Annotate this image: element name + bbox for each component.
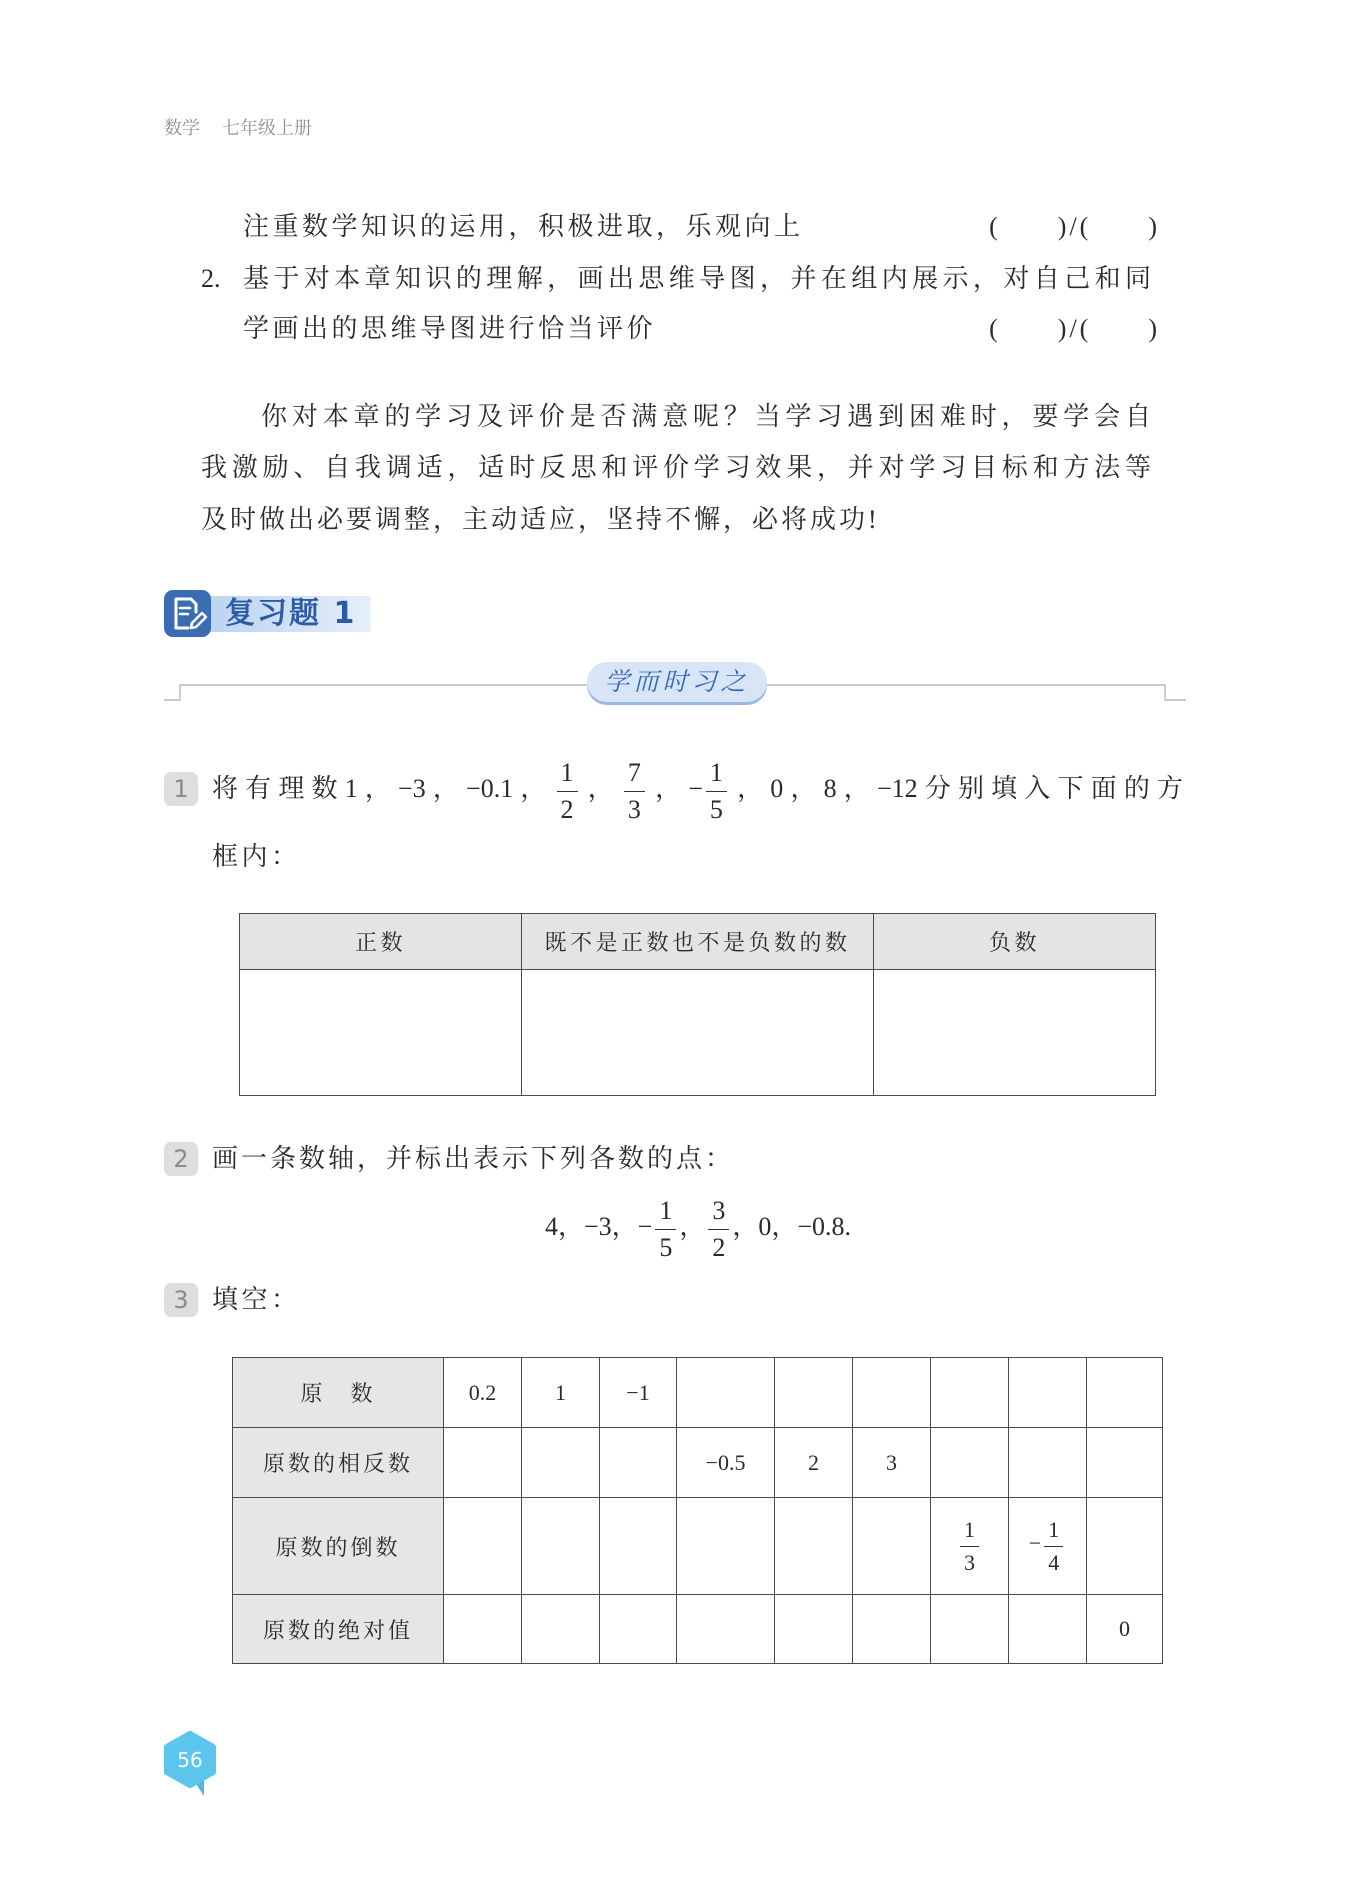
table-cell xyxy=(1087,1358,1163,1428)
fraction-numerator: 1 xyxy=(706,759,727,791)
edit-note-icon xyxy=(164,590,214,638)
table-cell xyxy=(677,1595,775,1664)
table-cell xyxy=(1087,1498,1163,1595)
question-1-text-a: 将有理数1，−3，−0.1， xyxy=(212,774,554,803)
table-cell: −0.5 xyxy=(677,1428,775,1498)
question-2-text: 画一条数轴，并标出表示下列各数的点： xyxy=(212,1144,735,1173)
table-cell xyxy=(444,1498,522,1595)
table-cell xyxy=(1087,1428,1163,1498)
question-3-badge: 3 xyxy=(164,1283,198,1317)
question-2-expression xyxy=(400,1187,996,1267)
table-cell xyxy=(931,1595,1009,1664)
page-number: 56 xyxy=(177,1748,203,1772)
table-cell xyxy=(853,1595,931,1664)
fraction xyxy=(655,1197,676,1261)
table-cell xyxy=(677,1358,775,1428)
question-1-text-b: ，0，8，−12分别填入下面的方 xyxy=(729,774,1183,803)
closing-paragraph-line: 及时做出必要调整，主动适应，坚持不懈，必将成功! xyxy=(201,505,880,534)
table-row xyxy=(233,1595,1163,1664)
fraction-numerator: 1 xyxy=(1044,1518,1063,1546)
evaluation-item-1-text: 注重数学知识的运用，积极进取，乐观向上 xyxy=(243,212,804,241)
fraction-denominator: 3 xyxy=(964,1549,975,1575)
subsection-pill: 学而时习之 xyxy=(587,662,767,702)
table-cell xyxy=(775,1358,853,1428)
table-cell xyxy=(600,1428,677,1498)
table-row xyxy=(240,970,1156,1096)
classification-table xyxy=(239,913,1156,1096)
table-cell xyxy=(931,1428,1009,1498)
column-header-negative: 负数 xyxy=(874,914,1156,970)
expression-part: ，0，−0.8. xyxy=(732,1212,851,1241)
fraction-numerator: 7 xyxy=(624,759,645,791)
question-1-text xyxy=(212,749,1183,829)
answer-cell xyxy=(240,970,522,1096)
row-label: 原数的绝对值 xyxy=(233,1595,444,1664)
header-book: 七年级上册 xyxy=(222,118,312,139)
running-header xyxy=(164,109,312,149)
evaluation-item-2-rating: ( )/( ) xyxy=(989,314,1160,343)
evaluation-item-1-rating: ( )/( ) xyxy=(989,212,1160,241)
table-cell xyxy=(775,1498,853,1595)
fraction-numerator: 1 xyxy=(960,1518,979,1546)
fraction xyxy=(960,1518,979,1573)
table-cell: 0.2 xyxy=(444,1358,522,1428)
table-cell xyxy=(522,1498,600,1595)
table-cell xyxy=(1009,1498,1087,1595)
table-cell: 3 xyxy=(853,1428,931,1498)
answer-cell xyxy=(874,970,1156,1096)
table-cell: −1 xyxy=(600,1358,677,1428)
fraction-numerator: 1 xyxy=(655,1197,676,1229)
table-cell xyxy=(600,1595,677,1664)
table-cell xyxy=(931,1358,1009,1428)
fraction-denominator: 5 xyxy=(659,1232,673,1262)
table-cell: 1 xyxy=(522,1358,600,1428)
column-header-positive: 正数 xyxy=(240,914,522,970)
table-cell: 0 xyxy=(1087,1595,1163,1664)
question-3-text: 填空： xyxy=(212,1285,301,1314)
table-row xyxy=(233,1358,1163,1428)
fraction-numerator: 1 xyxy=(557,759,578,791)
row-label: 原数的相反数 xyxy=(233,1428,444,1498)
fraction-numerator: 3 xyxy=(708,1197,729,1229)
separator: ， xyxy=(580,774,621,803)
fill-in-table xyxy=(232,1357,1163,1664)
column-header-zero: 既不是正数也不是负数的数 xyxy=(522,914,874,970)
closing-paragraph-line: 你对本章的学习及评价是否满意呢？当学习遇到困难时，要学会自 xyxy=(261,402,1151,431)
evaluation-item-2-number: 2. xyxy=(201,264,221,293)
separator: ， xyxy=(679,1212,706,1241)
fraction xyxy=(706,759,727,823)
table-cell xyxy=(1009,1595,1087,1664)
table-row xyxy=(233,1428,1163,1498)
table-header-row xyxy=(240,914,1156,970)
closing-paragraph-line: 我激励、自我调适，适时反思和评价学习效果，并对学习目标和方法等 xyxy=(201,453,1151,482)
row-label: 原数的倒数 xyxy=(233,1498,444,1595)
fraction-denominator: 2 xyxy=(560,794,574,824)
fraction-denominator: 5 xyxy=(709,794,723,824)
table-cell xyxy=(1009,1358,1087,1428)
question-1-text-c: 框内： xyxy=(212,842,301,871)
table-cell: 2 xyxy=(775,1428,853,1498)
fraction-denominator: 2 xyxy=(712,1232,726,1262)
question-2-badge: 2 xyxy=(164,1142,198,1176)
table-cell xyxy=(775,1595,853,1664)
expression-part: 4，−3，− xyxy=(544,1212,653,1241)
table-cell xyxy=(522,1428,600,1498)
fraction xyxy=(557,759,578,823)
fraction-denominator: 3 xyxy=(627,794,641,824)
evaluation-item-2-text-line2: 学画出的思维导图进行恰当评价 xyxy=(243,314,657,343)
table-cell xyxy=(1009,1428,1087,1498)
table-cell xyxy=(444,1595,522,1664)
table-cell xyxy=(853,1358,931,1428)
answer-cell xyxy=(522,970,874,1096)
separator: ，− xyxy=(647,774,703,803)
table-cell xyxy=(677,1498,775,1595)
question-1-badge: 1 xyxy=(164,772,198,806)
fraction-sign: − xyxy=(1028,1531,1042,1557)
table-cell xyxy=(522,1595,600,1664)
fraction-denominator: 4 xyxy=(1048,1549,1060,1575)
evaluation-item-2-text-line1: 基于对本章知识的理解，画出思维导图，并在组内展示，对自己和同 xyxy=(243,264,1151,293)
header-subject: 数学 xyxy=(164,118,200,139)
table-cell xyxy=(853,1498,931,1595)
table-row xyxy=(233,1498,1163,1595)
table-cell xyxy=(444,1428,522,1498)
fraction xyxy=(708,1197,729,1261)
fraction xyxy=(624,759,645,823)
table-cell xyxy=(600,1498,677,1595)
section-title: 复习题 1 xyxy=(225,596,357,631)
table-cell xyxy=(931,1498,1009,1595)
row-label: 原 数 xyxy=(233,1358,444,1428)
page-number-badge xyxy=(158,1728,222,1800)
fraction xyxy=(1044,1518,1063,1573)
